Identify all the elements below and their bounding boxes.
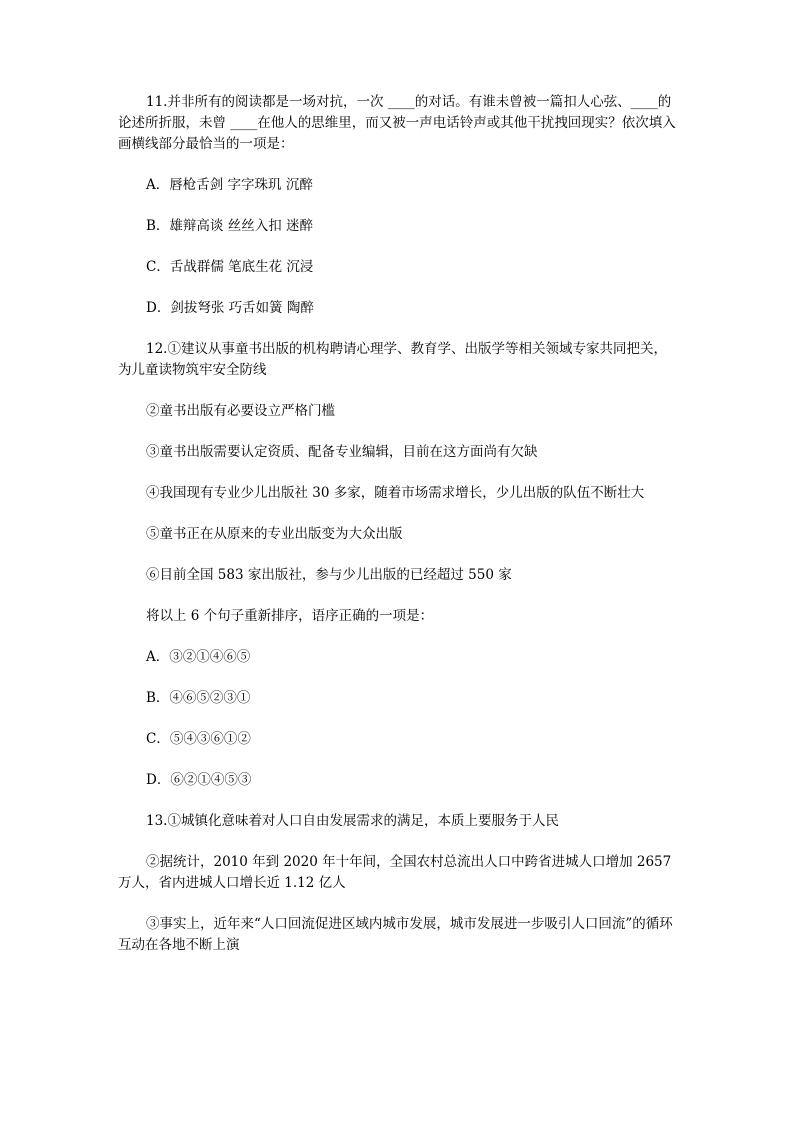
q11-stem-part3: 的论述所折服，未曾 (118, 94, 672, 131)
q12-sentence-5: ⑤童书正在从原来的专业出版变为大众出版 (146, 526, 403, 542)
question-11-stem (118, 92, 678, 155)
q12-sentence-6: ⑥目前全国 583 家出版社，参与少儿出版的已经超过 550 家 (146, 567, 512, 583)
q12-sentence-4: ④我国现有专业少儿出版社 30 多家，随着市场需求增长，少儿出版的队伍不断壮大 (146, 485, 645, 501)
q11-option-c: C．舌战群儒 笔底生花 沉浸 (146, 259, 314, 275)
q12-prompt: 将以上 6 个句子重新排序，语序正确的一项是： (146, 608, 434, 624)
q12-option-d: D．⑥②①④⑤③ (146, 772, 252, 788)
q11-stem-part2: 的对话。有谁未曾被一篇扣人心弦、 (414, 94, 631, 110)
q13-sentence-3: ③事实上，近年来“人口回流促进区域内城市发展，城市发展进一步吸引人口回流”的循环互动在各地不断上演 (118, 916, 673, 953)
q12-option-c: C．⑤④③⑥①② (146, 731, 251, 747)
q11-stem-part1: 11.并非所有的阅读都是一场对抗，一次 (146, 94, 388, 110)
document-page (118, 92, 678, 976)
q11-blank-2: ____ (630, 94, 658, 110)
q12-sentence-2: ②童书出版有必要设立严格门槛 (146, 403, 335, 419)
q11-blank-1: ____ (387, 94, 415, 110)
q12-sentence-1: 12.①建议从事童书出版的机构聘请心理学、教育学、出版学等相关领域专家共同把关，为儿童读物筑牢安全防线 (118, 341, 667, 378)
q11-blank-3: ____ (230, 115, 258, 131)
q13-sentence-1: 13.①城镇化意味着对人口自由发展需求的满足，本质上要服务于人民 (146, 813, 559, 829)
q11-stem-part4: 在他人的思维里，而又被一声电话铃声或其他干扰拽回现实？依次填入画横线部分最恰当的一项是： (118, 115, 676, 152)
q12-option-a: A．③②①④⑥⑤ (146, 649, 251, 665)
q12-option-b: B．④⑥⑤②③① (146, 690, 251, 706)
q11-option-d: D．剑拔弩张 巧舌如簧 陶醉 (146, 300, 314, 316)
q11-option-b: B．雄辩高谈 丝丝入扣 迷醉 (146, 218, 314, 234)
q12-sentence-3: ③童书出版需要认定资质、配备专业编辑，目前在这方面尚有欠缺 (146, 444, 538, 460)
q13-sentence-2: ②据统计，2010 年到 2020 年十年间，全国农村总流出人口中跨省进城人口增加 2657 万人，省内进城人口增长近 1.12 亿人 (118, 854, 672, 891)
q11-option-a: A．唇枪舌剑 字字珠玑 沉醉 (146, 177, 313, 193)
